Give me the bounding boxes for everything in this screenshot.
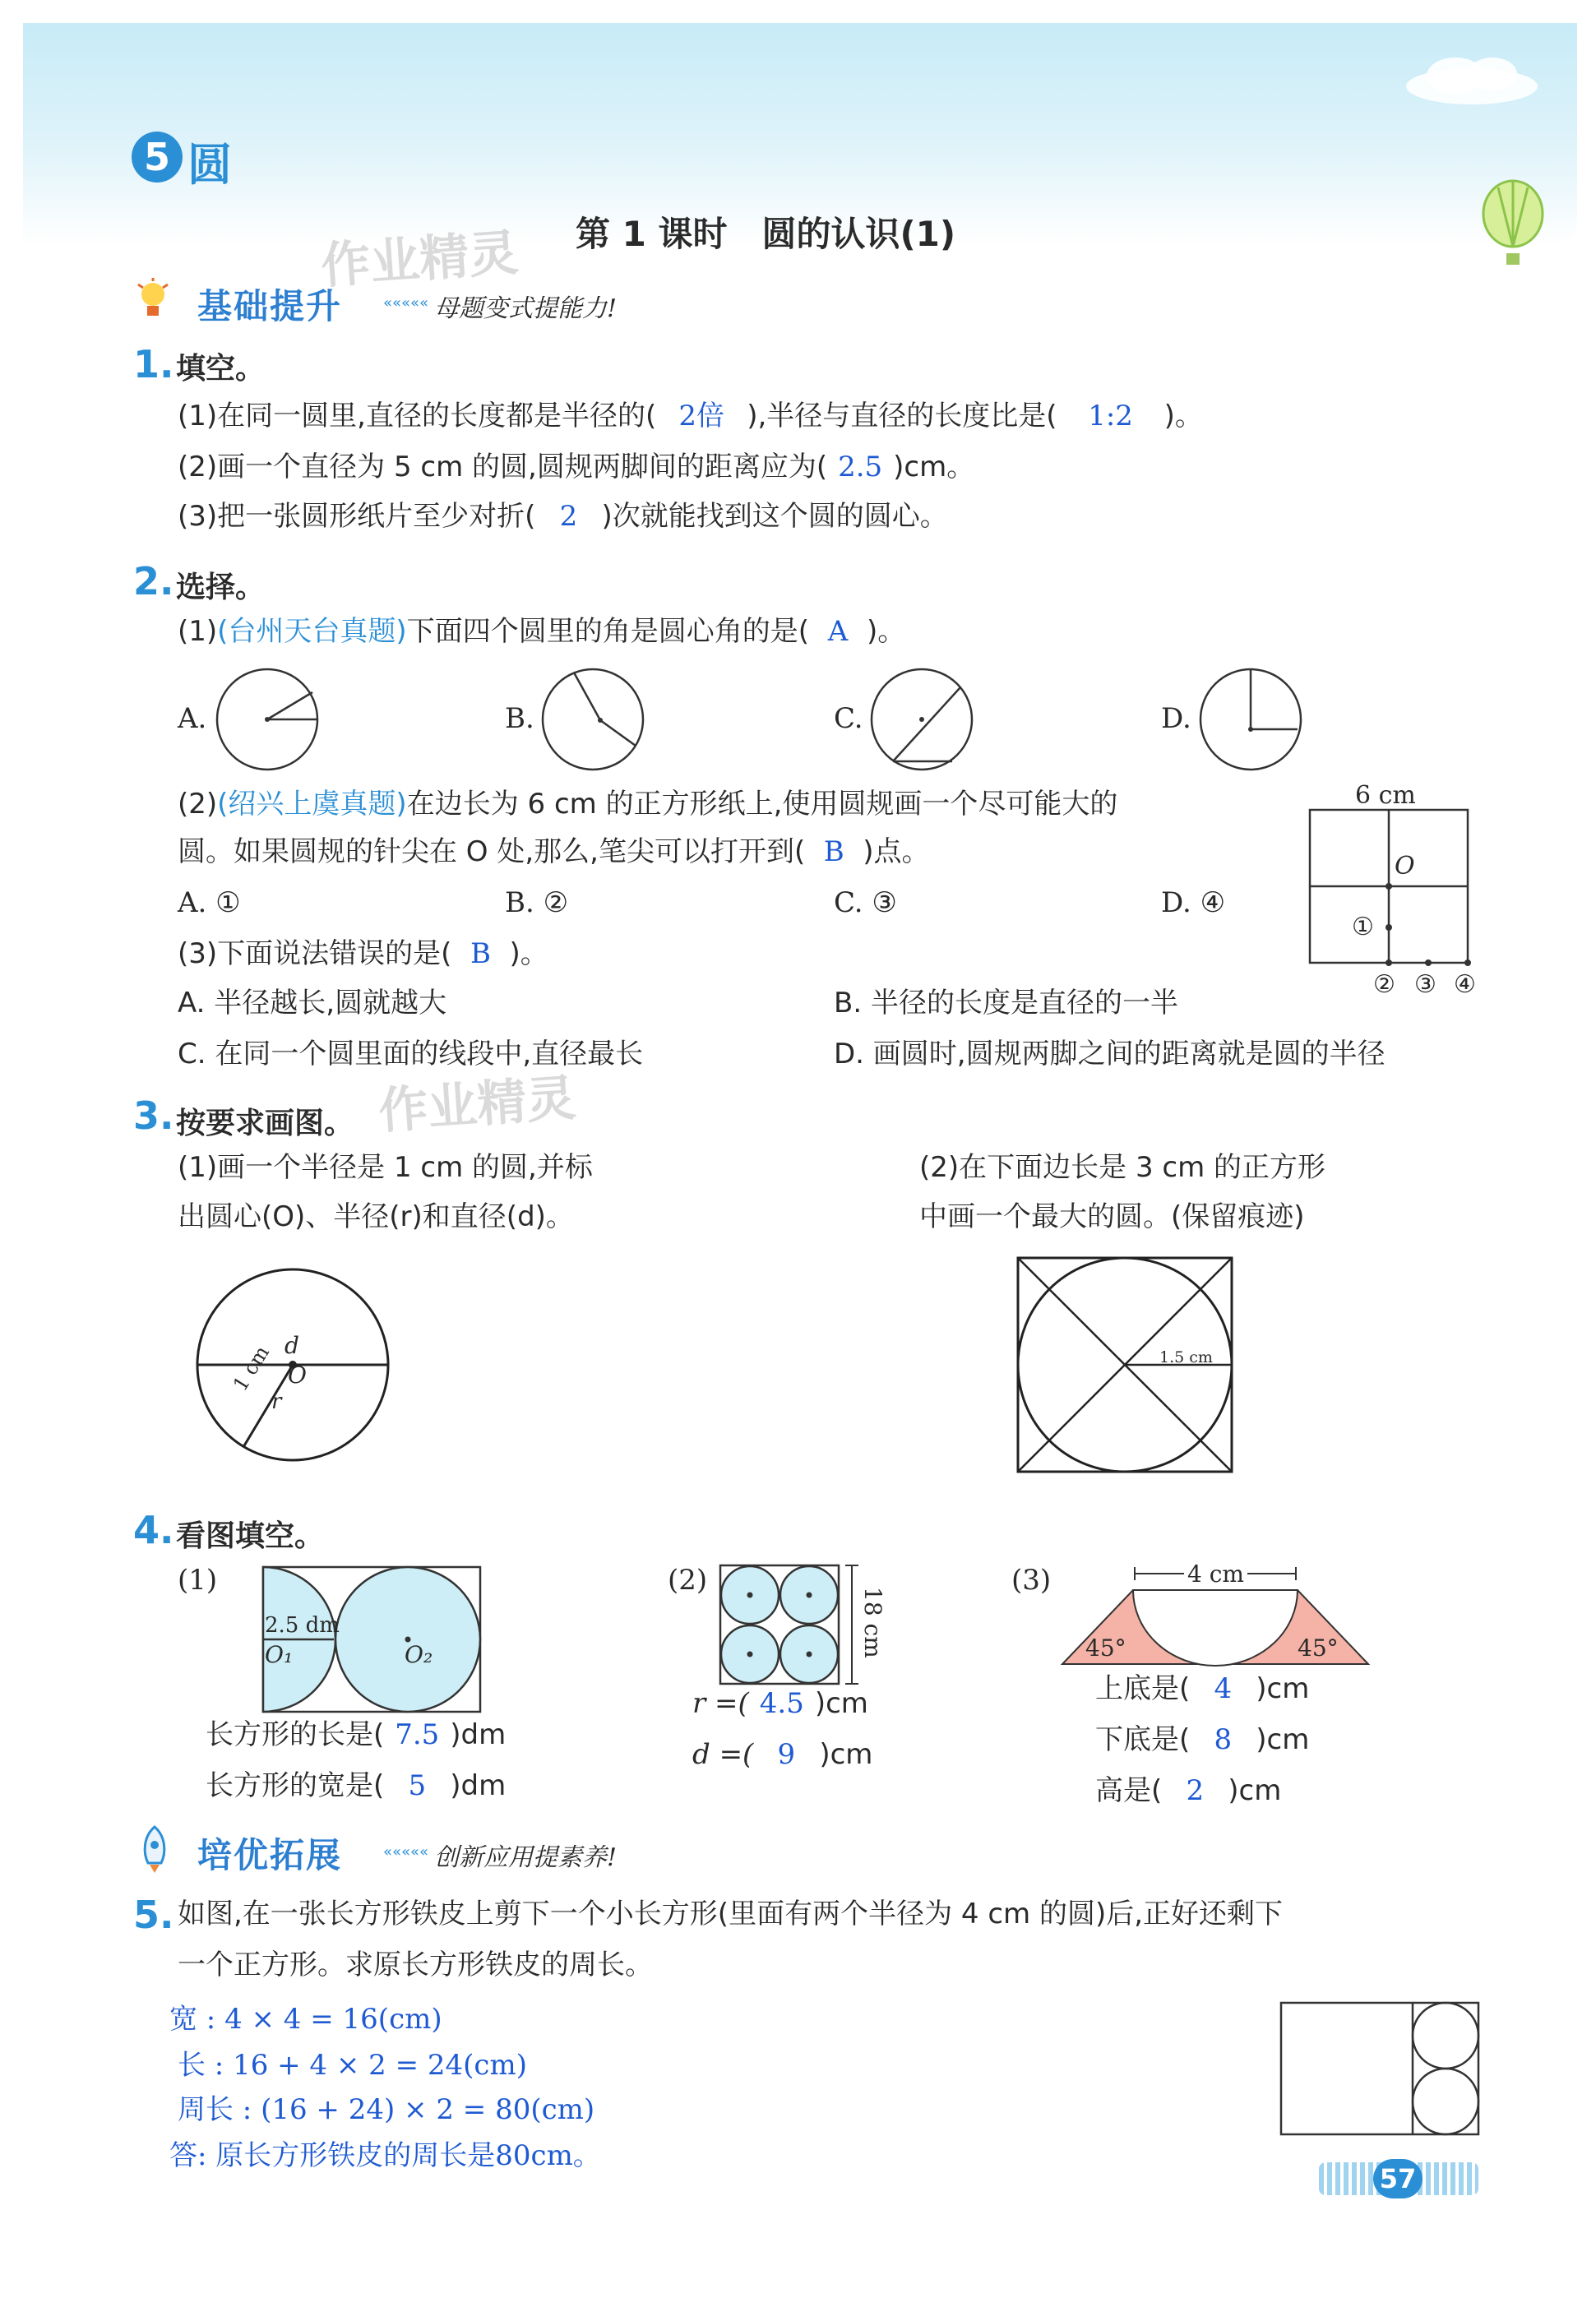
q4-3-line3 xyxy=(1095,1773,1281,1809)
dimension-line xyxy=(844,1564,860,1687)
diameter-label: d xyxy=(285,1332,299,1359)
cloud-icon xyxy=(1398,49,1546,107)
q1-line-2 xyxy=(178,449,974,485)
text: )次就能找到这个圆的圆心。 xyxy=(601,500,948,533)
left-angle-label: 45° xyxy=(1085,1634,1126,1662)
center-o1-label: O₁ xyxy=(265,1641,294,1668)
circle-figure-a xyxy=(215,668,319,771)
question-title: 选择。 xyxy=(176,571,266,604)
option-c: C. xyxy=(834,702,863,735)
answer: 2 xyxy=(1186,1774,1205,1807)
center-label: O xyxy=(288,1362,307,1389)
rocket-icon xyxy=(136,1825,173,1875)
banner-chevrons: ««««« xyxy=(383,294,429,312)
text: )dm xyxy=(450,1769,507,1802)
question-number: 2. xyxy=(133,559,174,603)
text: 圆。如果圆规的针尖在 O 处,那么,笔尖可以打开到( xyxy=(178,835,806,868)
option-a: A. ① xyxy=(178,886,241,919)
q4-2-line1 xyxy=(692,1685,868,1722)
answer: 7.5 xyxy=(395,1718,440,1751)
answer: B xyxy=(470,937,491,970)
page-number: 57 xyxy=(1373,2159,1423,2198)
text: d =( xyxy=(692,1738,754,1771)
answer: 2倍 xyxy=(678,400,725,432)
q4-1-line1 xyxy=(206,1717,506,1753)
section-advanced-subtitle: 创新应用提素养! xyxy=(434,1843,618,1872)
solution-line: 周长 : (16 + 24) × 2 = 80(cm) xyxy=(178,2093,595,2126)
text: 高是( xyxy=(1095,1774,1163,1807)
q5-line2: 一个正方形。求原长方形铁皮的周长。 xyxy=(178,1949,653,1981)
text: )。 xyxy=(509,937,548,970)
option-c: C. ③ xyxy=(834,886,897,919)
question-number: 4. xyxy=(133,1508,174,1552)
circle-figure-d xyxy=(1199,668,1302,771)
iron-sheet-figure xyxy=(1279,2001,1482,2138)
q3-part2-line2: 中画一个最大的圆。(保留痕迹) xyxy=(919,1200,1305,1233)
text: 上底是( xyxy=(1095,1672,1191,1705)
answer: 9 xyxy=(777,1738,796,1771)
q4-3-line1 xyxy=(1095,1671,1309,1707)
rectangle-two-circles-figure xyxy=(261,1565,483,1713)
q2-part2-line2 xyxy=(178,834,930,870)
radius-label: r xyxy=(271,1389,282,1414)
q5-line1: 如图,在一张长方形铁皮上剪下一个小长方形(里面有两个半径为 4 cm 的圆)后,正好还剩下 xyxy=(178,1898,1284,1930)
answer: 8 xyxy=(1214,1723,1233,1756)
text: 长方形的长是( xyxy=(206,1718,385,1751)
text: )cm。 xyxy=(893,451,975,483)
text: 在边长为 6 cm 的正方形纸上,使用圆规画一个尽可能大的 xyxy=(406,788,1118,821)
option-b: B. xyxy=(505,702,534,735)
right-angle-label: 45° xyxy=(1298,1634,1339,1662)
answer: 2.5 xyxy=(838,451,883,483)
text: )点。 xyxy=(863,835,930,868)
answer: 2 xyxy=(559,500,578,533)
q2-part2-line1 xyxy=(178,786,1117,822)
radius-dim-label: 2.5 dm xyxy=(265,1613,340,1638)
square-grid-figure xyxy=(1309,809,1470,965)
watermark-middle: 作业精灵 xyxy=(377,1069,578,1141)
question-title: 按要求画图。 xyxy=(176,1107,354,1140)
answer: 1:2 xyxy=(1088,400,1133,432)
text: )cm xyxy=(814,1687,868,1720)
mark-1: ① xyxy=(1352,913,1374,941)
top-width-label: 4 cm xyxy=(1184,1560,1247,1588)
mark-3: ③ xyxy=(1414,970,1436,999)
question-title: 填空。 xyxy=(176,352,266,386)
text: )。 xyxy=(1163,400,1203,432)
solution-line: 宽 : 4 × 4 = 16(cm) xyxy=(169,2003,442,2036)
option-d: D. xyxy=(1161,702,1191,735)
mark-2: ② xyxy=(1373,970,1395,999)
answer: 4.5 xyxy=(759,1687,804,1720)
text: r =( xyxy=(692,1687,749,1720)
q4-2-line2 xyxy=(692,1736,872,1773)
q2-part1 xyxy=(178,613,905,650)
option-d: D. 画圆时,圆规两脚之间的距离就是圆的半径 xyxy=(834,1038,1386,1070)
hot-air-balloon-icon xyxy=(1480,181,1546,271)
option-c: C. 在同一个圆里面的线段中,直径最长 xyxy=(178,1038,644,1070)
q4-1-line2 xyxy=(206,1768,506,1804)
mark-4: ④ xyxy=(1454,970,1476,999)
text: (2)画一个直径为 5 cm 的圆,圆规两脚间的距离应为( xyxy=(178,451,828,483)
text: (3)把一张圆形纸片至少对折( xyxy=(178,500,536,533)
text: (3)下面说法错误的是( xyxy=(178,937,452,970)
question-title: 看图填空。 xyxy=(176,1519,325,1553)
radius-length-label: 1.5 cm xyxy=(1159,1348,1213,1366)
text: 下底是( xyxy=(1095,1723,1191,1756)
q3-part1-line1: (1)画一个半径是 1 cm 的圆,并标 xyxy=(178,1151,593,1184)
text: )cm xyxy=(1256,1723,1310,1756)
side-dim-label: 18 cm xyxy=(859,1587,886,1658)
lesson-title: 第 1 课时 圆的认识(1) xyxy=(576,214,956,254)
section-basic-title: 基础提升 xyxy=(197,286,343,326)
source-tag: (绍兴上虞真题) xyxy=(217,788,407,821)
watermark-top: 作业精灵 xyxy=(319,224,520,296)
q1-line-3 xyxy=(178,498,948,534)
square-four-circles-figure xyxy=(719,1564,842,1687)
q4-3-line2 xyxy=(1095,1722,1309,1758)
option-b: B. 半径的长度是直径的一半 xyxy=(834,987,1178,1019)
section-advanced-title: 培优拓展 xyxy=(197,1835,343,1875)
answer: 5 xyxy=(408,1769,427,1802)
option-a: A. xyxy=(178,702,207,735)
answer: A xyxy=(827,615,849,648)
text: )。 xyxy=(866,615,906,648)
square-size-label: 6 cm xyxy=(1355,781,1416,810)
text: )cm xyxy=(1228,1774,1282,1807)
question-number: 3. xyxy=(133,1093,174,1138)
option-b: B. ② xyxy=(505,886,569,919)
sub-label: (2) xyxy=(668,1564,708,1597)
text: )cm xyxy=(819,1738,873,1771)
q1-line-1 xyxy=(178,398,1203,434)
answer: 4 xyxy=(1214,1672,1233,1705)
text: )cm xyxy=(1256,1672,1310,1705)
solution-answer: 答: 原长方形铁皮的周长是80cm。 xyxy=(169,2139,601,2172)
option-d: D. ④ xyxy=(1161,886,1226,919)
source-tag: (台州天台真题) xyxy=(217,615,407,648)
point-o-label: O xyxy=(1395,852,1415,881)
option-a: A. 半径越长,圆就越大 xyxy=(178,987,447,1019)
question-number: 5. xyxy=(133,1893,174,1937)
circle-figure-b xyxy=(541,668,645,771)
sub-label: (1) xyxy=(178,1564,218,1597)
text: 长方形的宽是( xyxy=(206,1769,385,1802)
chapter-badge: 5 xyxy=(132,132,183,183)
answer: B xyxy=(823,835,844,868)
text: ),半径与直径的长度比是( xyxy=(747,400,1057,432)
circle-figure-c xyxy=(870,668,974,771)
q3-part2-line1: (2)在下面边长是 3 cm 的正方形 xyxy=(919,1151,1326,1184)
text: (1)在同一圆里,直径的长度都是半径的( xyxy=(178,400,657,432)
q2-part3 xyxy=(178,936,548,972)
section-basic-subtitle: 母题变式提能力! xyxy=(434,294,618,323)
text: (1) xyxy=(178,615,218,648)
text: 下面四个圆里的角是圆心角的是( xyxy=(406,615,809,648)
lightbulb-icon xyxy=(136,278,169,324)
question-number: 1. xyxy=(133,342,174,386)
q3-part1-line2: 出圆心(O)、半径(r)和直径(d)。 xyxy=(178,1200,574,1233)
solution-line: 长 : 16 + 4 × 2 = 24(cm) xyxy=(178,2049,527,2082)
radius-length-label: 1 cm xyxy=(229,1341,275,1395)
chapter-title: 圆 xyxy=(187,139,232,191)
center-o2-label: O₂ xyxy=(405,1641,433,1668)
text: (2) xyxy=(178,788,218,821)
banner-chevrons: ««««« xyxy=(383,1843,429,1861)
text: )dm xyxy=(450,1718,507,1751)
sub-label: (3) xyxy=(1011,1564,1052,1597)
